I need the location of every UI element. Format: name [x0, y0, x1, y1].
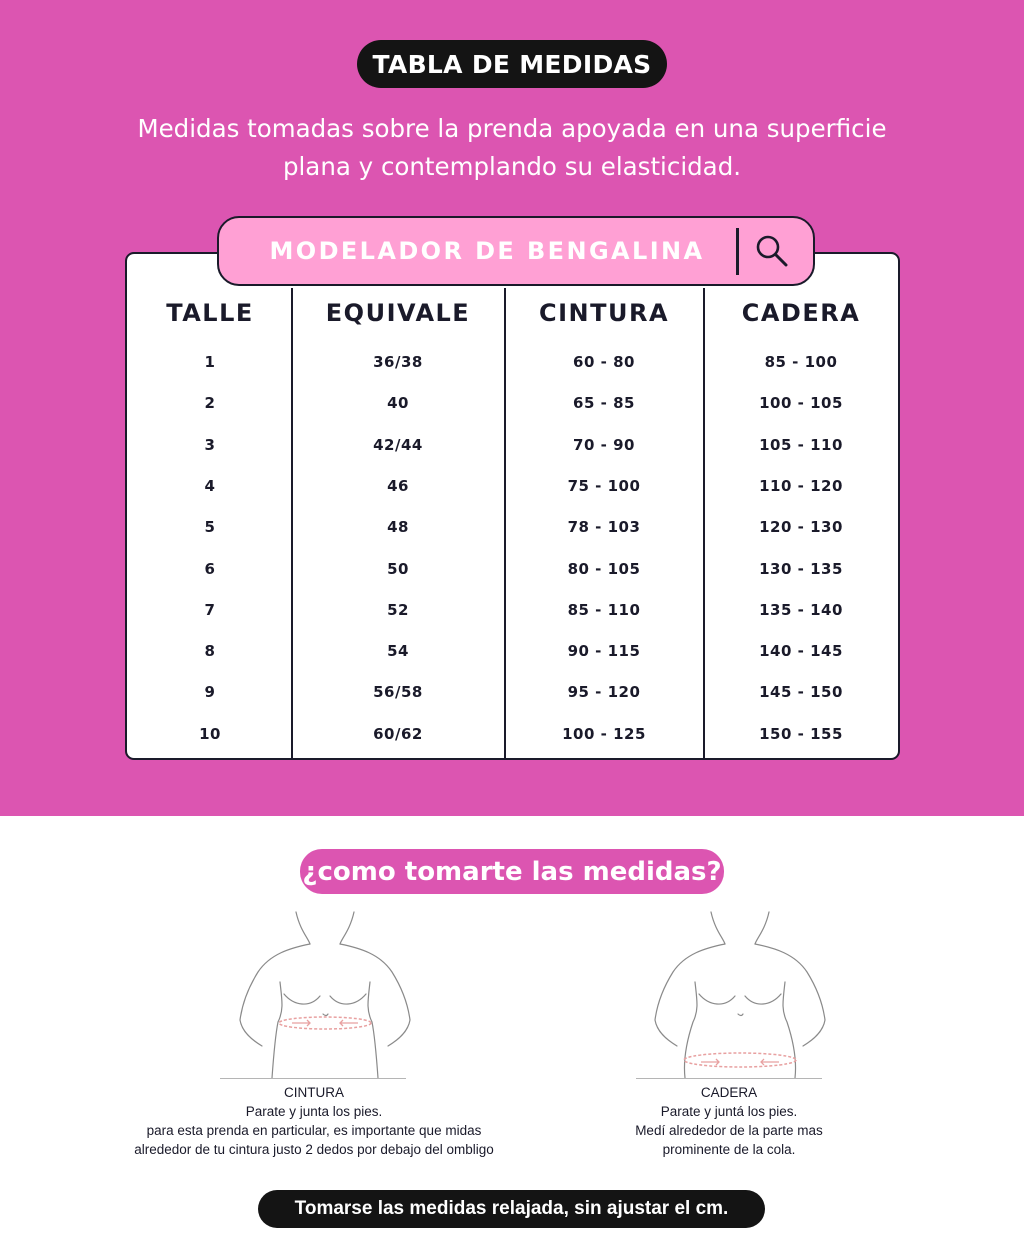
waist-line-3: alrededor de tu cintura justo 2 dedos por debajo del ombligo [134, 1142, 494, 1157]
cell-cadera: 145 - 150 [759, 683, 843, 702]
model-header [217, 216, 815, 286]
cell-cintura: 100 - 125 [562, 724, 646, 743]
cell-cadera: 130 - 135 [759, 559, 843, 578]
cell-cadera: 100 - 105 [759, 394, 843, 413]
cell-cadera: 105 - 110 [759, 435, 843, 454]
cell-equivale: 42/44 [373, 435, 423, 454]
cell-cintura: 95 - 120 [567, 683, 641, 702]
cell-equivale: 54 [387, 642, 409, 661]
cell-equivale: 50 [387, 559, 409, 578]
column-header-cadera: CADERA [741, 299, 861, 327]
cell-cintura: 85 - 110 [567, 600, 641, 619]
cell-cintura: 60 - 80 [573, 353, 635, 371]
cell-equivale: 60/62 [373, 724, 423, 743]
pill-divider [736, 228, 739, 275]
waist-instructions [90, 1083, 538, 1159]
cell-talle: 1 [204, 353, 216, 371]
search-icon [755, 234, 789, 268]
table-divider [504, 288, 506, 758]
hip-title: CADERA [700, 1085, 758, 1100]
cell-cintura: 78 - 103 [567, 518, 641, 537]
table-divider [291, 288, 293, 758]
waist-title: CINTURA [284, 1085, 344, 1100]
waist-line-1: Parate y junta los pies. [245, 1104, 383, 1119]
cell-talle: 8 [204, 642, 216, 661]
column-header-equivale: EQUIVALE [325, 299, 471, 327]
cell-equivale: 40 [387, 394, 409, 413]
cell-equivale: 56/58 [373, 683, 423, 702]
footer-note: Tomarse las medidas relajada, sin ajustar el cm. [258, 1190, 765, 1228]
model-name: MODELADOR DE BENGALINA [269, 237, 705, 265]
cell-equivale: 46 [387, 476, 409, 495]
cell-cadera: 110 - 120 [759, 476, 843, 495]
cell-talle: 7 [204, 600, 216, 619]
cell-cadera: 120 - 130 [759, 518, 843, 537]
cell-talle: 5 [204, 518, 216, 537]
cell-cadera: 85 - 100 [764, 353, 838, 371]
table-divider [703, 288, 705, 758]
cell-talle: 2 [204, 394, 216, 413]
hip-line-3: prominente de la cola. [662, 1142, 796, 1157]
subtitle [70, 110, 954, 186]
waist-line-2: para esta prenda en particular, es importante que midas [146, 1123, 482, 1138]
cell-cintura: 65 - 85 [573, 394, 635, 413]
column-header-talle: TALLE [166, 299, 254, 327]
hip-figure-baseline [636, 1078, 822, 1079]
cell-cadera: 135 - 140 [759, 600, 843, 619]
hip-figure-illustration [645, 910, 835, 1080]
cell-cadera: 150 - 155 [759, 724, 843, 743]
hip-line-2: Medí alrededor de la parte mas [635, 1123, 823, 1138]
waist-figure-baseline [220, 1078, 406, 1079]
cell-equivale: 48 [387, 518, 409, 537]
cell-talle: 6 [204, 559, 216, 578]
cell-talle: 9 [204, 683, 216, 702]
cell-talle: 3 [204, 435, 216, 454]
cell-equivale: 52 [387, 600, 409, 619]
subtitle-line-2: plana y contemplando su elasticidad. [282, 152, 742, 181]
cell-cadera: 140 - 145 [759, 642, 843, 661]
cell-talle: 4 [204, 476, 216, 495]
cell-cintura: 90 - 115 [567, 642, 641, 661]
howto-title: ¿como tomarte las medidas? [300, 849, 724, 894]
hip-line-1: Parate y juntá los pies. [660, 1104, 798, 1119]
column-header-cintura: CINTURA [538, 299, 670, 327]
cell-cintura: 70 - 90 [573, 435, 635, 454]
cell-cintura: 75 - 100 [567, 476, 641, 495]
cell-talle: 10 [199, 724, 221, 743]
hip-instructions [580, 1083, 878, 1159]
cell-equivale: 36/38 [373, 353, 423, 371]
cell-cintura: 80 - 105 [567, 559, 641, 578]
page-title: TABLA DE MEDIDAS [357, 40, 667, 88]
waist-figure-illustration [230, 910, 420, 1080]
subtitle-line-1: Medidas tomadas sobre la prenda apoyada en una superficie [137, 114, 887, 143]
